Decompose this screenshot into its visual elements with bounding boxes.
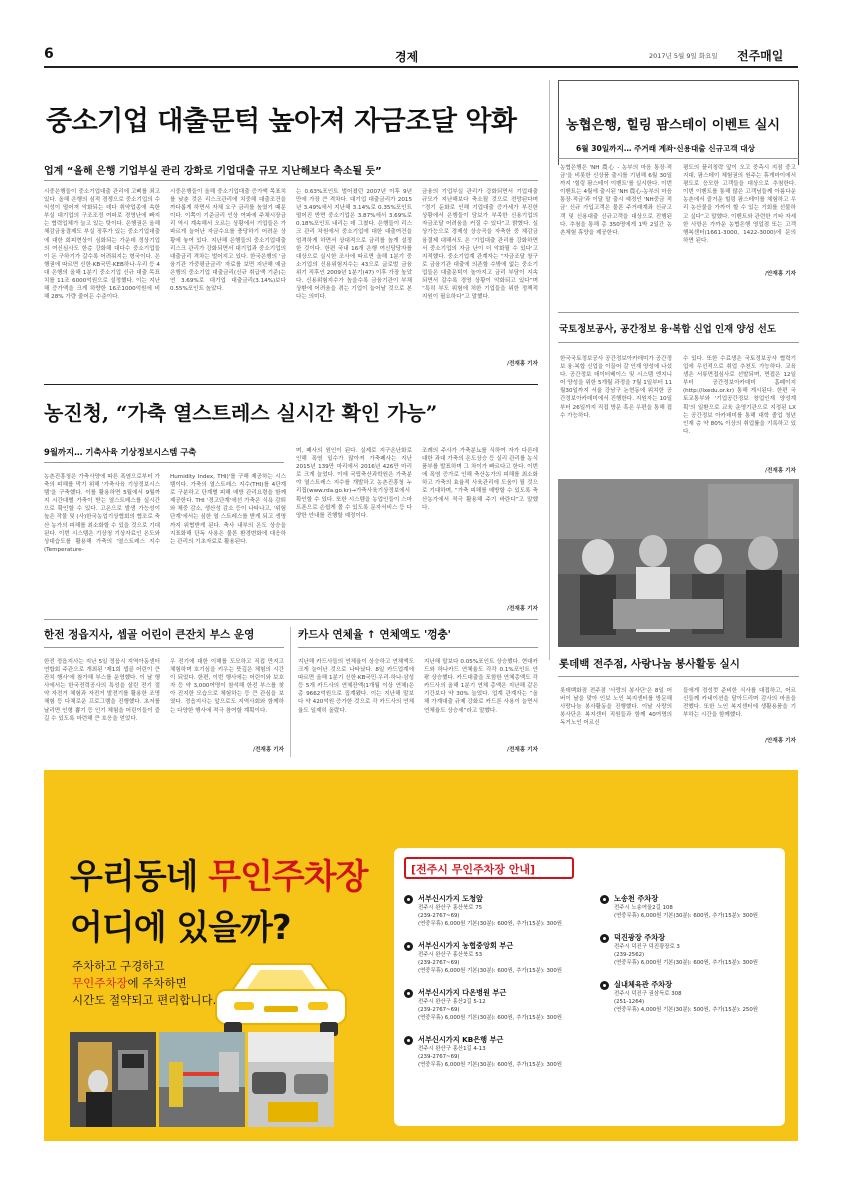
article4-col2: Humidity Index, THI)'를 구해 제공하는 시스템이다. 가축의 열스트레스 지수(THI)를 4단계로 구분하고 단계별 피해 예방 관리요령을 함께 제공한다. THI '경고단계'에선 가축은 식욕 감퇴와 체중 감소, 생산성 감소 등이 나타나고, '위험단계'에서는 심한 열 스트레스를 받게 되고 생명까지 위협받게 된다. 축사 내부의 온도 상승을 지표화해 단독 사용은 물론 환경변화에 대응하는 관리의 기초자료로 활용된다.	[170, 474, 286, 545]
article2-col1: 농협은행은 'NH 農心 - 농부의 마음 통장·적금'을 비롯한 신상품 출시를 기념해 6월 30일까지 '힐링 팜스테이 이벤트'를 실시한다. 이번 이벤트는 4월에 출시된 'NH 農心-농부의 마음 통장·적금'과 이달 말 출시 예정인 'NH중금 적금' 신규 가입고객은 물론 주거래계좌 신규고객 및 신용대출 신규고객을 대상으로 진행된다. 추첨을 통해 총 350명에게 1박 2일간 농촌체험 휴양을 제공한다.	[560, 165, 672, 236]
article3-headline: 국토정보공사, 공간정보 융·복합 신업 인재 양성 선도	[559, 324, 776, 335]
parking-entry	[404, 894, 594, 928]
location-pin-icon	[404, 942, 413, 951]
parking-entry-phone: (251-1264)	[614, 999, 645, 1005]
parking-entry-phone: (239-2767~69)	[418, 913, 460, 919]
parking-entry-text	[614, 894, 758, 920]
parking-entry-address: 전주시 완산구 홍산북로 53	[418, 952, 483, 958]
parking-entry	[404, 941, 594, 975]
parking-entry-text	[418, 941, 562, 975]
article5-top-rule	[44, 619, 538, 620]
parking-entry-fee: (연중무휴) 6,000원 기본(30분): 600원, 추가(15분): 300원	[418, 1015, 562, 1021]
ad-photo-kiosk	[70, 1032, 156, 1127]
article7-col1: 롯데백화점 전주점 '사랑의 봉사단'은 8일 어버이 날을 맞아 인보 노인 복지센터를 방문해 사랑나눔 봉사활동을 진행했다. 이날 사랑의 봉사단은 복지센터 직원들과 함께 40여명의 독거노인 어르신	[560, 688, 672, 727]
section-label: 경제	[395, 50, 419, 64]
parking-entry-name: 덕진광장 주차장	[614, 933, 666, 942]
parking-advertisement	[44, 770, 798, 1141]
article7-rule	[558, 676, 799, 677]
article2-byline: /안재홍 기자	[764, 271, 796, 277]
parking-entry-fee: (연중무휴) 6,000원 기본(30분): 600원, 추가(15분): 300원	[418, 968, 562, 974]
panel-title: [전주시 무인주차장 안내]	[411, 863, 535, 876]
parking-entry-fee: (연중무휴) 6,000원 기본(30분): 600원, 추가(15분): 300원	[418, 1062, 562, 1068]
parking-entry-phone: (239-2562)	[614, 952, 645, 958]
parking-entry	[404, 1035, 594, 1069]
article2-rule	[558, 158, 799, 159]
parking-entry	[600, 980, 780, 1014]
article5-rule	[44, 647, 284, 648]
article5-col2: 우 전기에 대한 이해를 도모하고 직접 만지고 체험하며 호기심을 키우는 뜻깊은 체험의 시간이 되었다. 한편, 이번 행사에는 어린이와 보호자 등 약 3,000여명이 참석해 한전 부스를 찾아 진지한 모습으로 체험하는 등 큰 관심을 보였다. 정읍지사는 앞으로도 지역사회와 함께하는 다양한 행사에 적극 참여할 계획이다.	[170, 659, 284, 714]
article4-headline: 농진청, “가축 열스트레스 실시간 확인 가능”	[44, 401, 438, 425]
article4-col3: 며, 폐사의 원인이 된다. 실제로 지구온난화로 인해 폭염 일수가 많아져 가축폐사는 지난 2015년 139만 마리에서 2016년 426만 마리로 크게 늘었다. 이에 국립축산과학원은 가축분야 열스트레스 지수를 개발하고 농촌진흥청 누리집(www.rda.go.kr)→가축사육기상정보에서 확인할 수 있다. 또한 시스템을 농업인들이 스마트폰으로 손쉽게 볼 수 있도록 문자서비스 등 다양한 안내를 진행할 예정이다.	[296, 448, 412, 519]
car-illustration	[206, 952, 356, 1044]
ad-headline-highlight: 무인주차장	[208, 857, 368, 897]
parking-entry-name: 서부신시가지 도청앞	[418, 894, 483, 903]
article3-col1: 한국국토정보공사 공간정보아카데미가 공간정보 융·복합 신업을 이끌어 갈 인재 양성에 나섰다. 공간정보 데이터베이스 및 시스템 엔지니어 양성을 위한 5개월 과정을 7월 1일부터 11월30일까지 서울 강남구 논현동에 위치한 공간정보아카데미에서 진행한다. 지원자는 10일부터 26일까지 직접 방문 혹은 우편을 통해 접수 가능하다.	[560, 356, 672, 419]
article7-col2: 들에게 정성껏 준비한 식사를 대접하고, 어르신들께 카네이션을 달아드리며 감사의 마음을 전했다. 또한 노인 복지센터에 생활용품을 기부하는 시간을 함께했다.	[683, 688, 796, 719]
volunteer-photo	[558, 479, 799, 647]
parking-entry-name: 서부신시가지 KB은행 부근	[418, 1035, 504, 1044]
ad-headline-line2: 어디에 있을까?	[70, 908, 291, 948]
article1-subheadline: 업계 “올해 은행 기업부실 관리 강화로 기업대출 규모 지난해보다 축소될 듯”	[44, 166, 382, 177]
article4-byline: /전재홍 기자	[506, 606, 538, 612]
column-divider	[549, 80, 550, 660]
article4-col4: 조례의 주사가 가축분뇨를 식하여 자가 다른데 대한 과대 가축의 온도상승 등 실리 관리를 농식품부를 발표하며 그 차이가 빠르다고 한다. 이번에 폭염 증가로 인해 축산농가의 피해를 최소화하고 가축의 효율적 사육관리에 도움이 될 것으로 기대하며, “가축 피해를 예방할 수 있도록 축산농가에서 적극 활용해 주기 바란다”고 말했다.	[422, 448, 538, 511]
ad-headline-line1	[70, 849, 367, 898]
issue-date: 2017년 5월 9일 화요일	[649, 52, 718, 60]
location-pin-icon	[600, 981, 609, 990]
location-pin-icon	[600, 895, 609, 904]
article1-headline: 중소기업 대출문턱 높아져 자금조달 악화	[46, 106, 517, 137]
parking-list-right	[600, 894, 780, 1027]
parking-entry	[600, 894, 780, 920]
article7-byline: /안재홍 기자	[764, 738, 796, 744]
ad-headline-text: 우리동네	[70, 857, 209, 897]
article4-subheadline: 9월까지… 기축사육 기상정보시스템 구축	[44, 447, 197, 457]
article6-byline: /전재홍 기자	[506, 747, 538, 753]
ad-photo-gate	[159, 1032, 245, 1127]
article3-col2: 수 있다. 또한 수료생은 국토정보공사 협력기업에 우선적으로 취업 추천도 가능하다. 교육생은 서류면접심사로 선발되며, 면접은 12일부터 공간정보아카데미 홈페이지(http://lxedu.or.kr) 통해 게시된다. 한편 국토교통부와 '기업공간정보 창업인재 양성계획'의 일환으로 교육 운영기관으로 지정된 LX는 공간정보 아카데미를 통해 대학 졸업 청년 인재 층 약 80% 이상의 취업률을 기록하고 있다.	[683, 356, 796, 435]
parking-entry-name: 실내체육관 주차장	[614, 980, 673, 989]
article1-col1: 시중은행들이 중소기업대출 관리에 고삐를 죄고 있다. 올해 은행의 심적 경쟁으로 중소기업의 수익성이 떨어져 악화되는 데다 취약업종에 속한 부실 대기업의 구조조정 여파로 경영난에 빠지는 협력업체가 늘고 있는 탓이다. 은행권은 올해 체감금융결제도 부실 징후가 있는 중소기업대출에 대한 회피현상이 심화되는 가운데 정상기업의 여신심사도 한층 강화해 대다수 중소기업들이 돈 구하기가 갈수록 어려워지는 형국이다. 은행권에 따르면 신한·KB국민·KEB하나·우리 등 4대 은행의 올해 1분기 중소기업 신규 대출 목표치를 11조 6000억원으로 설정했다. 이는 지난해 증가액을 크게 하향한 16조1000억원에 비해 28% 가량 줄어든 수준이다.	[44, 189, 160, 301]
page-number: 6	[44, 46, 54, 62]
article3-rule	[558, 342, 799, 343]
article5-col1: 한전 정읍지사는 지난 5일 정읍시 지역아동센터 연합회 주관으로 개최된 '제1회 셉골 어린이 큰잔치 행사'에 참가해 부스를 운영했다. 이 날 행사에서는 한국전력공사의 특성을 살린 전기 절약 자전거 체험과 자전거 발전기를 활용한 조명 체험 등 다채로운 프로그램을 진행했다. 초저를 날리면 인형 뽑기 등 인기 체험을 어린이들이 즐길 수 있도록 마련해 큰 호응을 얻었다.	[44, 659, 160, 722]
article6-rule	[298, 647, 538, 648]
parking-entry-fee: (연중무휴) 6,000원 기본(30분): 600원, 추가(15분): 300원	[418, 921, 562, 927]
location-pin-icon	[600, 934, 609, 943]
location-pin-icon	[404, 1036, 413, 1045]
parking-entry-fee: (연중무휴) 6,000원 기본(30분): 600원, 추가(15분): 300원	[614, 913, 758, 919]
parking-info-panel	[394, 848, 785, 1126]
parking-entry	[600, 933, 780, 967]
parking-entry-address: 전주시 덕진구 권삼득로 308	[614, 991, 682, 997]
article1-col4: 금융의 기업부실 관리가 강화되면서 기업대출 규모가 지난해보다 축소될 것으로 전망된다며 “경기 둔화로 인해 기업대출 증가세가 부진한 상황에서 은행들이 담보가 부족한 신용기업의 자금조달 어려움을 커질 수 있다”고 밝혔다. 실상가능으로 경제성 상승곡을 자축한 중 체감금융결제 대해서도 은 '기업대출 관리를 강화하면서 중소기업의 자금 난이 더 악화될 수 있다'고 지적했다. 중소기업계 관계자는 “자금조달 창구로 금융기관 대출에 의존할 수밖에 없는 중소기업들은 대출문턱이 높아지고 금리 부담이 지속되면서 갈수록 경영 상황이 악화되고 있다”며 “특히 부도 위험에 처한 기업들을 위한 정책적 지원이 필요하다”고 말했다.	[422, 189, 538, 301]
parking-entry-fee: (연중무휴) 4,000원 기본(30분): 500원, 추가(15분): 250원	[614, 1007, 758, 1013]
article3-top-rule	[558, 312, 799, 313]
parking-entry-address: 전주시 완산구 홍산1길 4-13	[418, 1046, 486, 1052]
parking-entry-address: 전주시 완산구 홍산2길 5-12	[418, 999, 486, 1005]
article5-headline: 한전 정읍지사, 셉골 어린이 큰잔치 부스 운영	[44, 629, 255, 641]
article2-headline: 농협은행, 힐링 팜스테이 이벤트 실시	[566, 118, 781, 133]
ad-desc-line3: 시간도 절약되고 편리합니다.	[72, 993, 217, 1007]
parking-entry-phone: (239-2767~69)	[418, 1054, 460, 1060]
article4-col1: 농촌진흥청은 가축사양에 따른 폭염으로부터 가축의 피해를 막기 위해 '가축사육 기상정보시스템'을 구축했다. 이를 활용하면 5월에서 9월까지 시간대별 가축이 받는 열스트레스를 실시간으로 확인할 수 있다. 고온으로 발생 가능성이 높은 작물 및 (사)한국농업기상협회의 협조로 축산 농가의 피해를 최소화할 수 있을 것으로 기대된다. 이번 시스템은 기상청 기상자료인 온도와 상대습도를 활용해 가축의 '열스트레스 지수(Temperature-	[44, 474, 160, 553]
parking-entry-name: 서부신시가지 농협중앙회 부근	[418, 941, 514, 950]
parking-entry-text	[418, 1035, 562, 1069]
paper-name: 전주매일	[737, 49, 784, 63]
article7-headline: 롯데백 전주점, 사랑나눔 봉사활동 실시	[559, 658, 740, 670]
article1-sub-rule	[44, 180, 538, 181]
parking-entry-phone: (239-2767~69)	[418, 960, 460, 966]
article2-col2: 평도의 플리칭락 앞이 오고 중측시 지점 중고지대, 팜스테이 체험권의 원주는 휴게마이에서 평도로 응모한 고객들을 대상으로 추첨한다. 이번 이벤트를 통해 많은 고객님들께 아름다운 농촌에서 즐거운 힐링 팜스테이를 체험하고 우리 농산물을 가까이 할 수 있는 기회를 선물하고 싶다”고 말했다. 이벤트와 관련한 기타 자세한 사항은 가까운 농협은행 영업점 또는 고객행복센터(1661-3000, 1422-3000)에 문의하면 된다.	[683, 165, 796, 244]
parking-entry-name: 서부신시가지 다온병원 부근	[418, 988, 507, 997]
ad-photo-lot	[248, 1032, 334, 1127]
parking-entry-address: 전주시 덕진구 덕진광장로 3	[614, 944, 680, 950]
parking-entry-text	[614, 933, 758, 967]
location-pin-icon	[404, 895, 413, 904]
header-rule	[44, 66, 798, 68]
ad-desc-line1: 주차하고 구경하고	[72, 959, 165, 973]
parking-entry-phone: (239-2767~69)	[418, 1007, 460, 1013]
article6-col2: 지난해 말보다 0.05%포인트 상승했다. 현대카드와 하나카드 연체율도 각각 0.1%포인트 안팎 상승했다. 카드대출을 포함한 연체총액도 각 카드사의 올해 1분기 연체 총액은 지난해 같은 기간보다 약 30% 늘었다. 업계 관계자는 “올해 가계대출 규제 강화로 카드론 사용이 늘면서 연체율도 상승세”라고 말했다.	[424, 659, 538, 714]
parking-entry-text	[418, 894, 562, 928]
parking-list-left	[404, 894, 594, 1082]
parking-entry-text	[418, 988, 562, 1022]
article4-sub-rule	[44, 462, 284, 463]
parking-entry	[404, 988, 594, 1022]
article4-top-rule	[44, 384, 538, 385]
ad-description	[72, 958, 216, 1009]
article1-col2: 시중은행들이 올해 중소기업대출 증가액 목표치를 낮춘 것은 리스크관리에 치중해 대출조건을 까다롭게 하면서 자체 요구 금리를 높였기 때문이다. 이쪽이 기준금리 인상 여파에 주채시장금리 역시 계속해서 오르는 상황에서 기업들은 가파르게 늘어난 자금수요를 충당하기 어려운 상황에 놓여 있다. 지난해 은행들의 중소기업대출 리스크 관리가 강화되면서 대기업과 중소기업의 대출금리 격차는 벌어지고 있다. 한국은행의 '금융기관 가중평균금리' 자료를 보면 지난해 예금은행의 중소기업 대출금리(신규 취급액 기준)는 연 3.69%로 대기업 대출금리(3.14%)보다 0.55%포인트 높았다.	[170, 189, 286, 293]
parking-entry-address: 전주시 노송여울2길 108	[614, 905, 673, 911]
parking-entry-address: 전주시 완산구 홍산북로 75	[418, 905, 483, 911]
article6-headline: 카드사 연체율 ↑ 연체액도 '껑충'	[298, 629, 451, 641]
article1-col3: 는 0.63%포인트 벌어졌던 2007년 이후 9년 만에 가장 큰 격차다. 대기업 대출금리가 2015년 3.49%에서 지난해 3.14%로 0.35%포인트 떨어진 반면 중소기업은 3.87%에서 3.69%로 0.18%포인트 내리는 데 그쳤다. 은행들이 리스크 관리 차원에서 중소기업에 대한 대출여건을 엄격하게 하면서 상대적으로 금리를 높게 설정한 것이다. 한편 국내 16개 은행 여신담당자를 대상으로 실시한 조사에 따르면 올해 1분기 중소기업의 신용위험지수는 43으로 글로벌 금융위기 직후인 2009년 1분기(47) 이후 가장 높았다. 신용위험지수가 높을수록 금융기관이 부채 상환에 어려움을 겪는 기업이 늘어날 것으로 본다는 의미다.	[296, 189, 412, 301]
parking-entry-text	[614, 980, 758, 1014]
ad-desc-highlight: 무인주차장	[72, 976, 128, 990]
article6-col1: 지난해 카드사들의 연체율이 상승하고 연체액도 크게 늘어난 것으로 나타났다. 8일 카드업계에 따르면 올해 1분기 신한·KB국민·우리·하나·삼성 등 5개 카드사의 연체잔액(1개월 이상 연체)은 총 9662억원으로 집계됐다. 이는 지난해 말보다 약 420억원 증가한 것으로 각 카드사의 연체율도 일제히 올랐다.	[298, 659, 414, 714]
article2-subheadline: 6월 30일까지… 주거래 계좌·신용대출 신규고객 대상	[576, 144, 755, 153]
ad-desc-text: 에 주차하면	[127, 976, 187, 990]
location-pin-icon	[404, 989, 413, 998]
article5-byline: /전재홍 기자	[252, 747, 284, 753]
parking-entry-name: 노송천 주차장	[614, 894, 659, 903]
parking-entry-fee: (연중무휴) 6,000원 기본(30분): 600원, 추가(15분): 300원	[614, 960, 758, 966]
ad-desc-line2	[72, 975, 216, 992]
article1-byline: /전재홍 기자	[506, 361, 538, 367]
article-divider	[290, 627, 291, 757]
article3-byline: /전재홍 기자	[764, 468, 796, 474]
